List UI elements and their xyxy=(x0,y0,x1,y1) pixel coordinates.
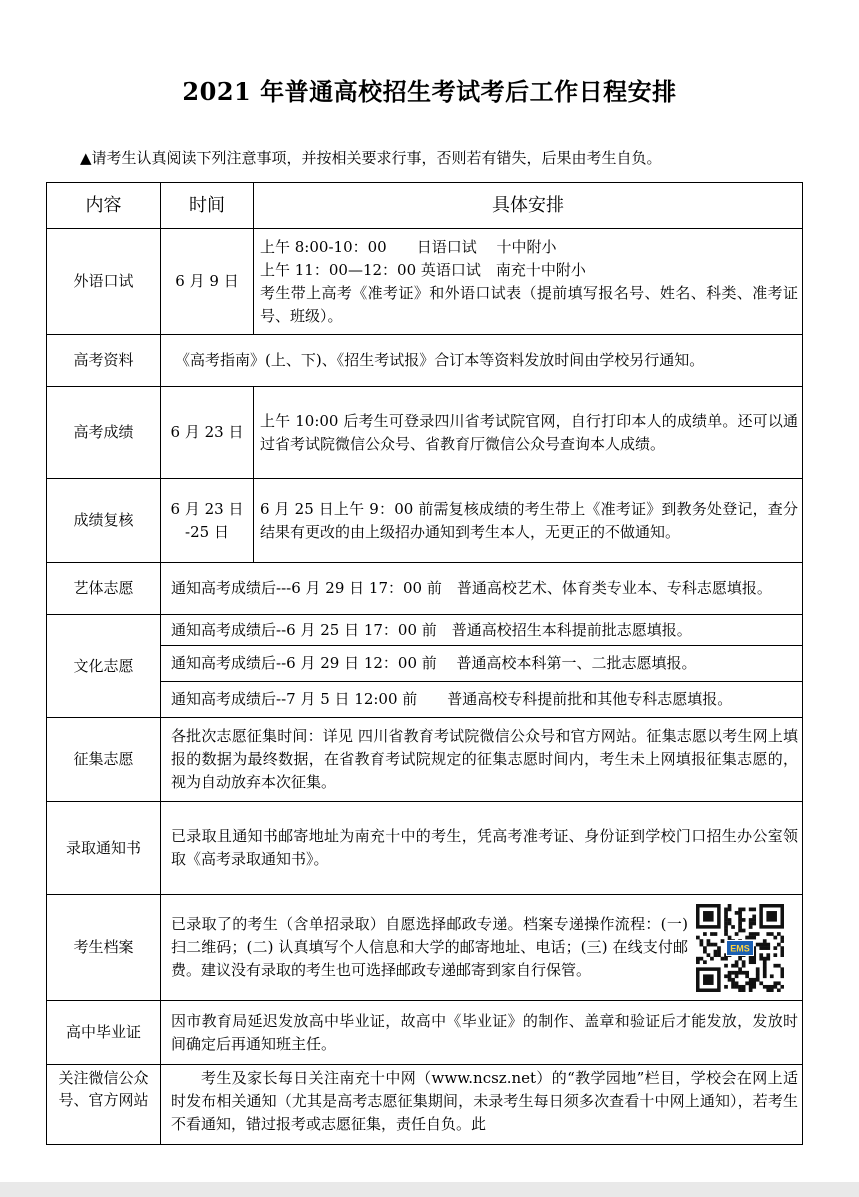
header-arrangement: 具体安排 xyxy=(254,183,803,229)
oral-line-english: 上午 11：00—12：00 英语口试 南充十中附小 xyxy=(260,260,586,279)
row-label-diploma: 高中毕业证 xyxy=(47,1001,161,1065)
row-label-admission: 录取通知书 xyxy=(47,802,161,895)
table-header-row xyxy=(47,183,803,229)
table-row xyxy=(47,802,803,895)
row-label-follow: 关注微信公众号、官方网站 xyxy=(47,1065,161,1145)
row-label-culture: 文化志愿 xyxy=(47,615,161,718)
row-detail-review: 6 月 25 日上午 9：00 前需复核成绩的考生带上《准考证》到教务处登记，查分结果有更改的由上级招办通知到考生本人，无更正的不做通知。 xyxy=(254,479,803,563)
row-detail-admission: 已录取且通知书邮寄地址为南充十中的考生，凭高考准考证、身份证到学校门口招生办公室领取《高考录取通知书》。 xyxy=(161,802,803,895)
table-row xyxy=(47,479,803,563)
row-detail-diploma: 因市教育局延迟发放高中毕业证，故高中《毕业证》的制作、盖章和验证后才能发放，发放时间确定后再通知班主任。 xyxy=(161,1001,803,1065)
table-row xyxy=(47,682,803,718)
header-time: 时间 xyxy=(161,183,254,229)
culture-row-first-second-batch: 通知高考成绩后--6 月 29 日 12：00 前 普通高校本科第一、二批志愿填报。 xyxy=(161,646,803,682)
review-time-end: -25 日 xyxy=(185,522,229,541)
page-bottom-strip xyxy=(0,1182,859,1197)
row-label-materials: 高考资料 xyxy=(47,335,161,387)
archive-text: 已录取了的考生（含单招录取）自愿选择邮政专递。档案专递操作流程：(一) 扫二维码；(二) 认真填写个人信息和大学的邮寄地址、电话；(三) 在线支付邮费。建议没有录取的考生也可选择邮政专递邮寄到家自行保管。 xyxy=(171,915,688,979)
table-row xyxy=(47,615,803,646)
row-time-foreign-oral: 6 月 9 日 xyxy=(161,229,254,335)
schedule-table xyxy=(46,182,803,1145)
table-row xyxy=(47,718,803,802)
row-detail-materials: 《高考指南》(上、下)、《招生考试报》合订本等资料发放时间由学校另行通知。 xyxy=(161,335,803,387)
review-time-start: 6 月 23 日 xyxy=(170,499,244,518)
row-label-review: 成绩复核 xyxy=(47,479,161,563)
table-row xyxy=(47,1065,803,1145)
table-row xyxy=(47,229,803,335)
row-time-scores: 6 月 23 日 xyxy=(161,387,254,479)
notice-text: ▲请考生认真阅读下列注意事项，并按相关要求行事，否则若有错失，后果由考生自负。 xyxy=(80,149,662,167)
row-detail-foreign-oral xyxy=(254,229,803,335)
header-content: 内容 xyxy=(47,183,161,229)
oral-line-japanese: 上午 8:00-10：00 日语口试 十中附小 xyxy=(260,237,557,256)
culture-row-early-batch: 通知高考成绩后--6 月 25 日 17：00 前 普通高校招生本科提前批志愿填报。 xyxy=(161,615,803,646)
row-detail-arts: 通知高考成绩后---6 月 29 日 17：00 前 普通高校艺术、体育类专业本、专科志愿填报。 xyxy=(161,563,803,615)
row-label-archive: 考生档案 xyxy=(47,895,161,1001)
table-row xyxy=(47,895,803,1001)
row-detail-solicit: 各批次志愿征集时间：详见 四川省教育考试院微信公众号和官方网站。征集志愿以考生网上填报的数据为最终数据，在省教育考试院规定的征集志愿时间内，考生未上网填报征集志愿的，视为自动放弃本次征集。 xyxy=(161,718,803,802)
culture-row-vocational-batch: 通知高考成绩后--7 月 5 日 12:00 前 普通高校专科提前批和其他专科志愿填报。 xyxy=(161,682,803,718)
row-detail-archive xyxy=(161,895,803,1001)
table-row xyxy=(47,387,803,479)
row-detail-follow: 考生及家长每日关注南充十中网（www.ncsz.net）的“教学园地”栏目，学校会在网上适时发布相关通知（尤其是高考志愿征集期间，未录考生每日须多次查看十中网上通知），若考生不看通知，错过报考或志愿征集，责任自负。此 xyxy=(161,1065,803,1145)
qr-badge-text: EMS xyxy=(730,943,750,953)
table-row xyxy=(47,646,803,682)
oral-line-note: 考生带上高考《准考证》和外语口试表（提前填写报名号、姓名、科类、准考证号、班级）。 xyxy=(260,283,798,325)
table-row xyxy=(47,1001,803,1065)
row-detail-scores: 上午 10:00 后考生可登录四川省考试院官网，自行打印本人的成绩单。还可以通过省考试院微信公众号、省教育厅微信公众号查询本人成绩。 xyxy=(254,387,803,479)
row-time-review xyxy=(161,479,254,563)
row-label-foreign-oral: 外语口试 xyxy=(47,229,161,335)
row-label-solicit: 征集志愿 xyxy=(47,718,161,802)
table-row xyxy=(47,563,803,615)
qr-code-icon[interactable] xyxy=(696,904,784,992)
row-label-arts: 艺体志愿 xyxy=(47,563,161,615)
table-row xyxy=(47,335,803,387)
page-title: 2021 年普通高校招生考试考后工作日程安排 xyxy=(182,77,677,106)
row-label-scores: 高考成绩 xyxy=(47,387,161,479)
